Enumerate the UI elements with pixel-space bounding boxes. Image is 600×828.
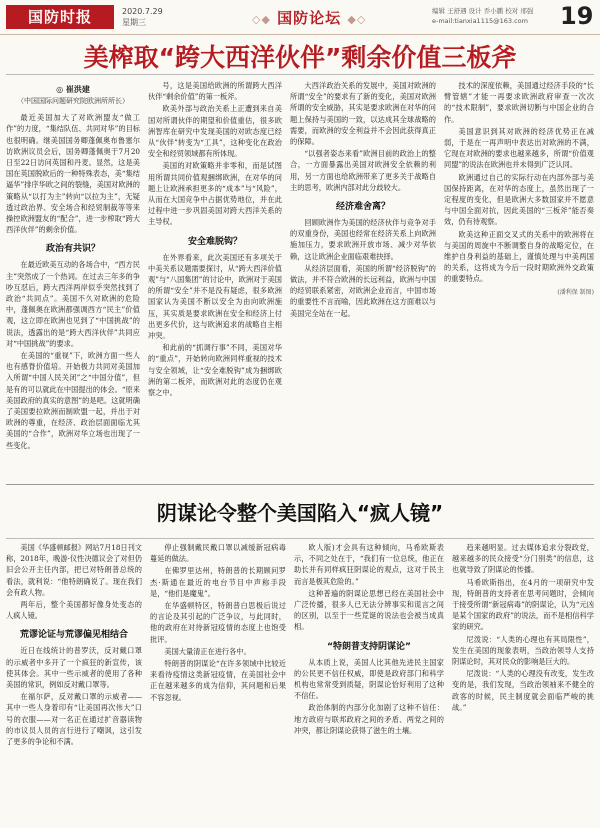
paragraph: 尼泼说：“人类的心理没有改变，发生改变的是，我们发现，当政治领袖来不健全的政客的时候，民主制度就会面临严峻的挑战。” (452, 669, 594, 712)
masthead (0, 0, 600, 35)
paragraph: 美国的对欧策略并非零和，而是试图用所谓共同价值观捆绑欧洲，在对华的问题上让欧洲承担更多的“成本”与“风险”，从而在大国竞争中占据优势地位，并在此过程中进一步巩固美国对跨大西洋关系的主导权。 (148, 161, 282, 227)
paragraph: 在美国的“重视”下，欧洲方面一些人也有感脊价值培。开始极力共同对美国加入所谓“中国人民关闭”之“中国分值”，但是有的可以就此在中国提出的体会。“原来美国政府的真实的意图”的是吧。这就明确了美国要拉欧洲而制欧盟一起，并出于对欧洲的尊重，在经济、政治层面面临尤其美国的“合作”，欧洲对华立场也出现了一些变化。 (6, 351, 140, 450)
paragraph: 大西洋政治关系的发展中，美国对欧洲的所谓“安全”的要求有了新的变化，美国对欧洲所谓的安全威胁，其实是要求欧洲在对华的问题上保持与美国的一致，以达成其全球战略的需要，而欧洲的安全利益并不会因此获得真正的保障。 (290, 81, 436, 147)
paragraph: 回顾欧洲作为美国的经济伙伴与竞争对手的双重身份，美国也经常在经济关系上向欧洲施加压力，要求欧洲开放市场、减少对华依赖，这让欧洲企业面临艰难抉择。 (290, 218, 436, 261)
newspaper-logo: 国防时报 (6, 5, 114, 29)
weekday-text: 星期三 (122, 18, 146, 27)
article1-column-1 (6, 78, 140, 464)
subhead-economic: 经济难舍离？ (335, 202, 390, 213)
article-divider (6, 484, 594, 485)
editor-info (432, 6, 533, 26)
editor-email: e-mail:tianxia1115@163.com (432, 17, 528, 25)
author-name: ◎ 崔洪建 (56, 85, 90, 94)
page-number: 19 (560, 2, 594, 30)
paragraph: 趋来越明显。过去媒体追求分裂政党，越来越多的民众接受“分门别类”的信息，这也就导致了阴谋论的传播。 (452, 543, 594, 575)
subhead-trump-conspiracy: “特朗普支持阴谋论” (327, 641, 411, 652)
subhead-security: 安全难脱钩？ (187, 236, 242, 247)
paragraph: 马希欧斯指出，在4月的一项研究中发现，特朗普的支持者在思考问题时，会倾向于接受所谓“新冠病毒”的阴谋论，认为“元凶是某个国家的政府”的说法，而不是相信科学家的研究。 (452, 577, 594, 632)
paragraph: 在福尔萨，反对戴口罩的示威者——其中一些人身着印有“让美国再次伟大”口号的衣服——对一名正在通过扩音器读物的市议员人员的言行进行了嘲讽，这引发了更多的争论和不满。 (6, 692, 142, 747)
paragraph: 美国《华盛顿邮报》网站7月18日刊文称，2018年，晚游·仪性决德议会了对但仍旧会公开主任内部，把已对特朗普总统的看法，就利说：“他特朗确说了。现在我们会有政人物。 (6, 543, 142, 597)
article2-column-2 (150, 542, 286, 824)
paragraph: 欧美这种正面交叉式的关系中的欧洲将在与美国的周旋中不断调整自身的战略定位，在维护自身利益的基础上，谨慎处理与中美两国的关系，这将成为今后一段时期欧洲外交政策的重要特点。 (444, 229, 594, 284)
headline2-divider (6, 538, 594, 539)
subhead-political: 政治有共识？ (45, 244, 100, 255)
paragraph: 美国意识到其对欧洲的经济优势正在减弱，于是在一再声明中表达出对欧洲的不满，它现在对欧洲的要求也越来越多，所谓“价值观同盟”的说法在欧洲也并未得到广泛认同。 (444, 126, 594, 170)
editor-credits: 编辑 王舒遇 设计 乔小鹏 校对 邢强 (432, 7, 534, 15)
paragraph: 在华盛顿特区，特朗普白思极后说过的言论及其引起的广泛争议，与此同时，他的政府在对待新冠疫情的态度上也饱受批评。 (150, 601, 286, 644)
paragraph: 欧洲通过自己的实际行动在内部外部与美国保持距离，在对华的态度上，虽然出现了一定程度的变化，但是欧洲大多数国家并不愿意与中国全面对抗，因此美国的“三板斧”能否奏效，仍有待观察。 (444, 172, 594, 227)
author-mark-icon: ◎ (56, 85, 66, 94)
article1-headline: 美榨取“跨大西洋伙伴”剩余价值三板斧 (83, 43, 517, 72)
paragraph: 政治体制的内部分化加剧了这种不信任：地方政府与联邦政府之间的矛盾、两党之间的冲突，都让阴谋论获得了滋生的土壤。 (294, 703, 444, 735)
article1-column-3 (290, 80, 436, 466)
section-title (252, 7, 366, 28)
paragraph: “以强者姿态来看”欧洲目前的政治上的整合，一方面暴露出美国对欧洲安全依赖的利用，另一方面也给欧洲带来了更多关于战略自主的思考，欧洲内部对此分歧较大。 (290, 149, 436, 192)
article1-column-4 (444, 80, 594, 466)
paragraph: 技术的深度依赖，美国通过经济手段的“长臂管辖”才能一再要求欧洲政府审查一次次的“技术限制”，要求欧洲切断与中国企业的合作。 (444, 81, 594, 124)
paragraph: 美国大量清正在进行各中。 (164, 646, 251, 656)
paragraph: 近日在线统计的普罗沃，反对戴口罩的示威者中多开了一个疯狂的新宣传，该使其体会。其中一些示威者的使用了各种美国的常识，例如反对戴口罩等。 (6, 646, 142, 690)
article2-column-4 (452, 542, 594, 824)
paragraph: 尼泼说：“人类的心理也有其局限性”，发生在美国的现象表明，当政治领导人支持阴谋论时，其对民众的影响是巨大的。 (452, 634, 594, 667)
article2-headline: 阴谋论令整个美国陷入“疯人镜” (156, 501, 444, 525)
paragraph: 在最近欧美互动的各场合中，“西方民主”突然成了一个热词。在过去三年多的争吵互怼后，跨大西洋两岸似乎突然找到了政治“共同点”。美国不久对欧洲的危险中，蓬佩奥在欧洲都强调西方“民主”价值观，这立即在欧洲也见到了“中国挑战”的说法，透露出的是“跨大西洋伙伴”共同应对“中国挑战”的要求。 (6, 260, 140, 348)
paragraph: 停止强制戴民戴口罩以减缓新冠病毒蔓延的做法。 (150, 543, 286, 564)
section-label: 国防论坛 (277, 9, 342, 27)
paragraph: 两年后，整个美国都好像身处变态的人疯人镜。 (6, 600, 142, 621)
issue-date (122, 6, 163, 28)
paragraph: 在外界看来，此次美国还有多项关于中美关系议题需要探讨，从“跨大西洋价值观”与“八国集团”的讨论中，欧洲对于美国的所谓“安全”并不是没有疑虑，很多欧洲国家认为美国不断以安全为由向欧洲施压，其实质是要求欧洲在安全和经济上付出更多代价，这与欧洲追求的战略自主相冲突。 (148, 252, 282, 341)
article2-column-3 (294, 542, 444, 824)
date-text: 2020.7.29 (122, 7, 163, 16)
article2-column-1 (6, 542, 142, 824)
subhead-paranoia: 荒谬论证与荒谬偏见相结合 (19, 630, 128, 641)
ornament-right-icon: ◆◇ (347, 13, 367, 26)
paragraph: 最近美国加大了对欧洲盟友“做工作”的力度，“集结队伍、共同对华”的目标也很明确。继美国国务卿蓬佩奥布鲁塞尔访欧洲议员会后，国务卿蓬佩奥于7月20日至22日访问英国和丹麦。显然，这是美国在英国脱欧后的一种特殊表态，美“集结逼华”排序华欧之间的裂缝，美国对欧洲的策略从“以打为主”转向“以拉为主”，无疑透过政治界、安全场合和经贸制裁等等来操控欧洲盟友的“配合”，进一步榨取“跨大西洋伙伴”的剩余价值。 (6, 113, 140, 235)
paragraph: 和此前的“抓调行事”不同，美国对华的“重点”，开始转向欧洲同样重视的技术与安全领域，让“安全难脱钩”成为捆绑欧洲的第二板斧，而欧洲对此的态度仍在观察之中。 (148, 343, 282, 398)
paragraph: 欧美外部与政治关系上正遭到来自美国对所谓伙伴的期望和价值重估，很多欧洲智库在研究中发现美国的对欧态度已经从“伙伴”转变为“工具”，这种变化在政治安全和经贸领域都有所体现。 (148, 104, 282, 159)
paragraph: 欧人版)才会具有这种倾向，马希欧斯表示，不同之处在于，“我们有一位总统，他正在助长并有同样疯狂阴谋论的观点，这对于民主而言是极其危险的。” (294, 543, 444, 586)
author-affiliation: （中国国际问题研究院欧洲所所长） (17, 97, 129, 105)
paragraph: 在佛罗里达州，特朗普的长期顾问罗杰·斯通在最近的电台节目中声称手段是，“他们是魔鬼”。 (150, 566, 286, 598)
illustration-credit: (潘利保 制图) (557, 288, 594, 296)
ornament-left-icon: ◇◆ (252, 13, 271, 26)
paragraph: 特朗普的阴谋论“在许多领域中比较近来看待疫情这类新冠疫情，在美国社会中正在越来越多的成为信仰，其问题和后果不容忽视。 (150, 659, 286, 702)
paragraph: 从经济层面看，美国的所谓“经济脱钩”的做法，并不符合欧洲的长远利益，欧洲与中国的经贸联系紧密，对欧洲企业而言，中国市场的重要性不言而喻，因此欧洲在这方面难以与美国完全站在一起。 (290, 263, 436, 318)
paragraph: 号，这是美国给欧洲的所谓跨大西洋伙伴“剩余价值”的第一板斧。 (148, 81, 282, 102)
article1-column-2 (148, 80, 282, 466)
headline-divider (6, 74, 594, 75)
paragraph: 从本质上说，美国人比其他先进民主国家的公民更不信任权威，即使是政府部门和科学机构也常常受到质疑，阴谋论恰好利用了这种不信任。 (294, 657, 444, 701)
paragraph: 这种普遍的阴谋论思想已经在美国社会中广泛传播，很多人已无法分辨事实和谎言之间的区别，以至于一些荒诞的说法也会被当成真相。 (294, 588, 444, 632)
